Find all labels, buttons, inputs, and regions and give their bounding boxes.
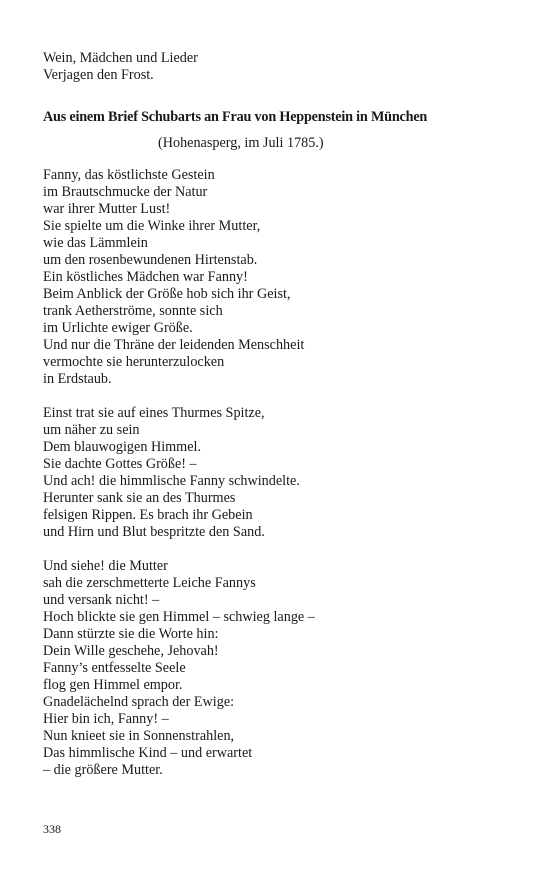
verse-line: – die größere Mutter. [43,762,163,778]
verse-line: war ihrer Mutter Lust! [43,201,171,217]
verse-line: Fanny, das köstlichste Gestein [43,167,215,183]
verse-line: Sie dachte Gottes Größe! – [43,456,197,472]
spacer [43,84,513,109]
page-number: 338 [43,822,61,836]
verse-line: im Brautschmucke der Natur [43,184,208,200]
verse-line: im Urlichte ewiger Größe. [43,320,193,336]
verse-line: sah die zerschmetterte Leiche Fannys [43,575,256,591]
verse-line: wie das Lämmlein [43,235,148,251]
verse-line: trank Aetherströme, sonnte sich [43,303,223,319]
verse-line: in Erdstaub. [43,371,112,387]
verse-line: und Hirn und Blut bespritzte den Sand. [43,524,265,540]
stanza-break [43,388,513,405]
verse-line: und versank nicht! – [43,592,160,608]
dateline: (Hohenasperg, im Juli 1785.) [158,135,324,151]
verse-line: um näher zu sein [43,422,140,438]
verse-line: Einst trat sie auf eines Thurmes Spitze, [43,405,265,421]
stanza-3 [43,558,513,779]
verse-line: Hoch blickte sie gen Himmel – schwieg lange – [43,609,315,625]
verse-line: Sie spielte um die Winke ihrer Mutter, [43,218,261,234]
verse-line: Und siehe! die Mutter [43,558,168,574]
verse-line: Und nur die Thräne der leidenden Menschheit [43,337,305,353]
page-body [43,50,513,779]
verse-line: Ein köstliches Mädchen war Fanny! [43,269,248,285]
stanza-2 [43,405,513,541]
stanza-break [43,541,513,558]
stanza-1 [43,167,513,388]
verse-line: vermochte sie herunterzulocken [43,354,225,370]
verse-line: Dem blauwogigen Himmel. [43,439,202,455]
verse-line: flog gen Himmel empor. [43,677,183,693]
verse-line: Herunter sank sie an des Thurmes [43,490,236,506]
verse-line: Fanny’s entfesselte Seele [43,660,186,676]
verse-line: um den rosenbewundenen Hirtenstab. [43,252,258,268]
section-heading: Aus einem Brief Schubarts an Frau von Heppenstein in München [43,109,428,125]
intro-line: Verjagen den Frost. [43,67,154,83]
verse-line: Gnadelächelnd sprach der Ewige: [43,694,235,710]
spacer [43,152,513,167]
verse-line: Hier bin ich, Fanny! – [43,711,169,727]
intro-line: Wein, Mädchen und Lieder [43,50,198,66]
verse-line: Das himmlische Kind – und erwartet [43,745,253,761]
verse-line: Dein Wille geschehe, Jehovah! [43,643,219,659]
verse-line: felsigen Rippen. Es brach ihr Gebein [43,507,253,523]
verse-line: Beim Anblick der Größe hob sich ihr Geist, [43,286,291,302]
verse-line: Dann stürzte sie die Worte hin: [43,626,219,642]
verse-line: Und ach! die himmlische Fanny schwindelte. [43,473,300,489]
intro-verse [43,50,513,84]
verse-line: Nun knieet sie in Sonnenstrahlen, [43,728,235,744]
